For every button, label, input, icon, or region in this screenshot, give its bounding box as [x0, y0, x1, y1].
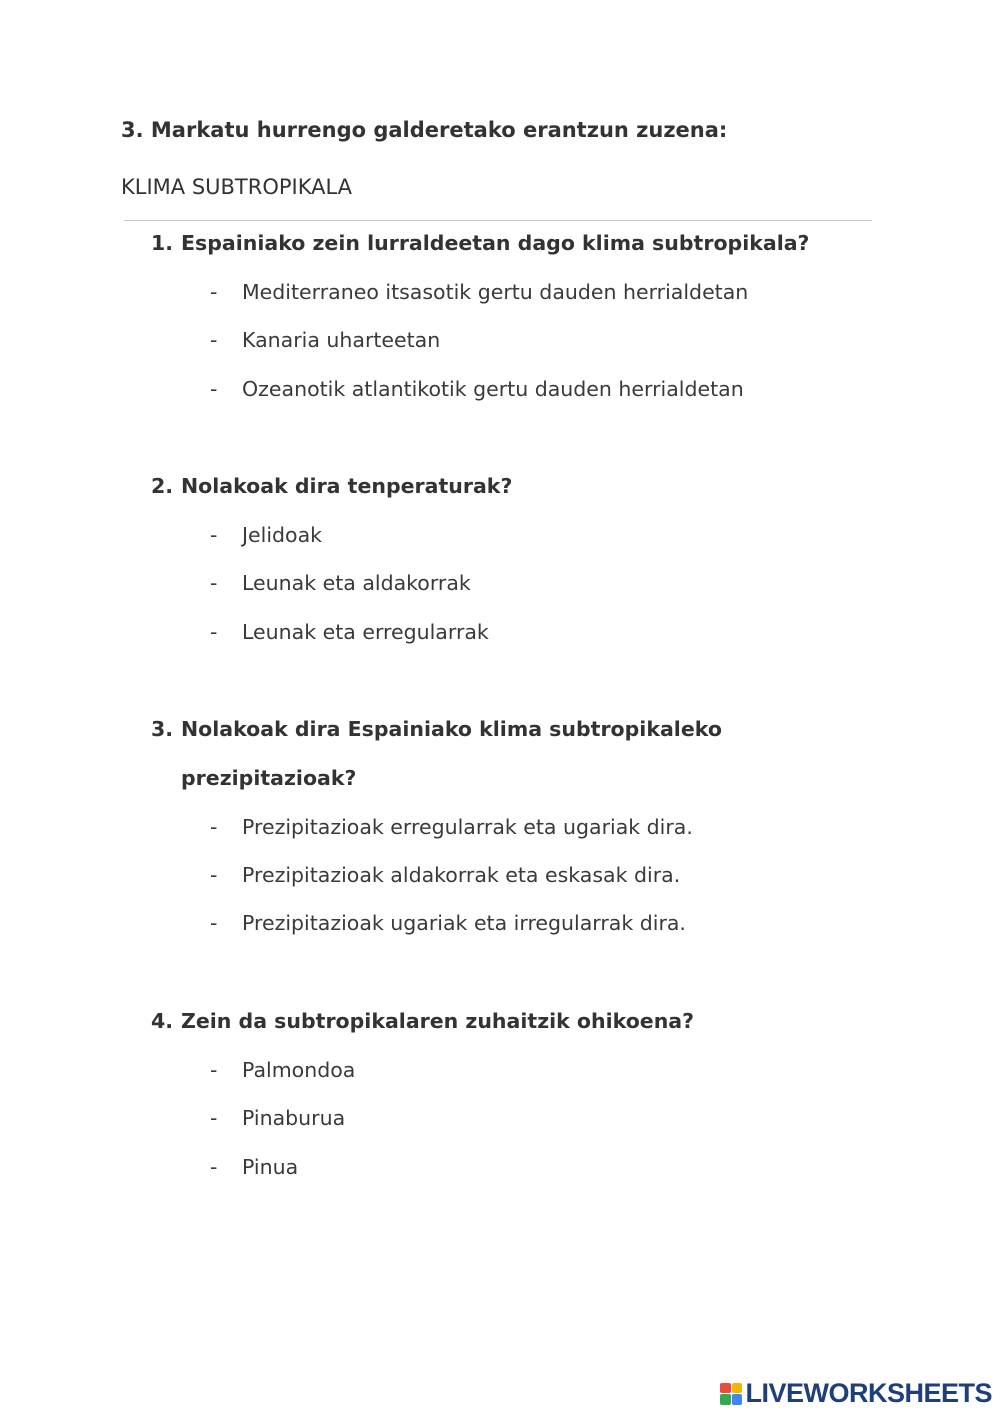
- option-text[interactable]: Ozeanotik atlantikotik gertu dauden herrialdetan: [242, 377, 744, 401]
- question-3-option-2[interactable]: [210, 863, 680, 887]
- option-text[interactable]: Leunak eta erregularrak: [242, 620, 489, 644]
- question-text: Nolakoak dira tenperaturak?: [181, 474, 513, 498]
- option-text[interactable]: Leunak eta aldakorrak: [242, 571, 471, 595]
- question-3-option-3[interactable]: [210, 911, 686, 935]
- question-4: [151, 1009, 694, 1033]
- option-dash: -: [210, 280, 218, 304]
- option-dash: -: [210, 1058, 218, 1082]
- logo-square-red: [720, 1383, 731, 1394]
- question-4-option-3[interactable]: [210, 1155, 298, 1179]
- option-text[interactable]: Pinua: [242, 1155, 299, 1179]
- question-2: [151, 474, 512, 498]
- question-1: [151, 231, 809, 255]
- option-text[interactable]: Prezipitazioak ugariak eta irregularrak dira.: [242, 911, 686, 935]
- divider: [124, 220, 872, 221]
- option-dash: -: [210, 328, 218, 352]
- question-2-option-1[interactable]: [210, 523, 322, 547]
- option-dash: -: [210, 377, 218, 401]
- brand-wordmark: LIVEWORKSHEETS: [745, 1378, 992, 1408]
- question-1-option-2[interactable]: [210, 328, 440, 352]
- option-text[interactable]: Prezipitazioak aldakorrak eta eskasak dira.: [242, 863, 681, 887]
- question-4-option-2[interactable]: [210, 1106, 345, 1130]
- question-text: Zein da subtropikalaren zuhaitzik ohikoena?: [181, 1009, 695, 1033]
- instruction-heading: 3. Markatu hurrengo galderetako erantzun zuzena:: [121, 118, 728, 142]
- option-text[interactable]: Kanaria uharteetan: [242, 328, 441, 352]
- question-number: 3.: [151, 717, 174, 741]
- question-2-option-2[interactable]: [210, 571, 471, 595]
- option-dash: -: [210, 911, 218, 935]
- option-dash: -: [210, 815, 218, 839]
- option-dash: -: [210, 571, 218, 595]
- logo-square-yellow: [732, 1383, 743, 1394]
- option-dash: -: [210, 620, 218, 644]
- question-4-option-1[interactable]: [210, 1058, 355, 1082]
- option-text[interactable]: Prezipitazioak erregularrak eta ugariak dira.: [242, 815, 693, 839]
- question-text: Espainiako zein lurraldeetan dago klima subtropikala?: [181, 231, 810, 255]
- question-3: [151, 717, 722, 790]
- option-text[interactable]: Palmondoa: [242, 1058, 356, 1082]
- liveworksheets-brand: [720, 1378, 992, 1409]
- question-number: 1.: [151, 231, 174, 255]
- option-dash: -: [210, 863, 218, 887]
- question-text: Nolakoak dira Espainiako klima subtropikaleko: [181, 717, 722, 741]
- question-number: 2.: [151, 474, 174, 498]
- option-text[interactable]: Jelidoak: [242, 523, 323, 547]
- question-1-option-3[interactable]: [210, 377, 744, 401]
- logo-square-green: [720, 1394, 731, 1405]
- option-text[interactable]: Pinaburua: [242, 1106, 346, 1130]
- option-text[interactable]: Mediterraneo itsasotik gertu dauden herrialdetan: [242, 280, 749, 304]
- question-number: 4.: [151, 1009, 174, 1033]
- option-dash: -: [210, 1106, 218, 1130]
- question-3-option-1[interactable]: [210, 815, 693, 839]
- question-2-option-3[interactable]: [210, 620, 489, 644]
- section-title: KLIMA SUBTROPIKALA: [121, 175, 353, 199]
- question-1-option-1[interactable]: [210, 280, 748, 304]
- liveworksheets-logo-icon: [720, 1383, 742, 1405]
- option-dash: -: [210, 523, 218, 547]
- option-dash: -: [210, 1155, 218, 1179]
- logo-square-blue: [732, 1394, 743, 1405]
- question-text-line-2: prezipitazioak?: [181, 766, 357, 790]
